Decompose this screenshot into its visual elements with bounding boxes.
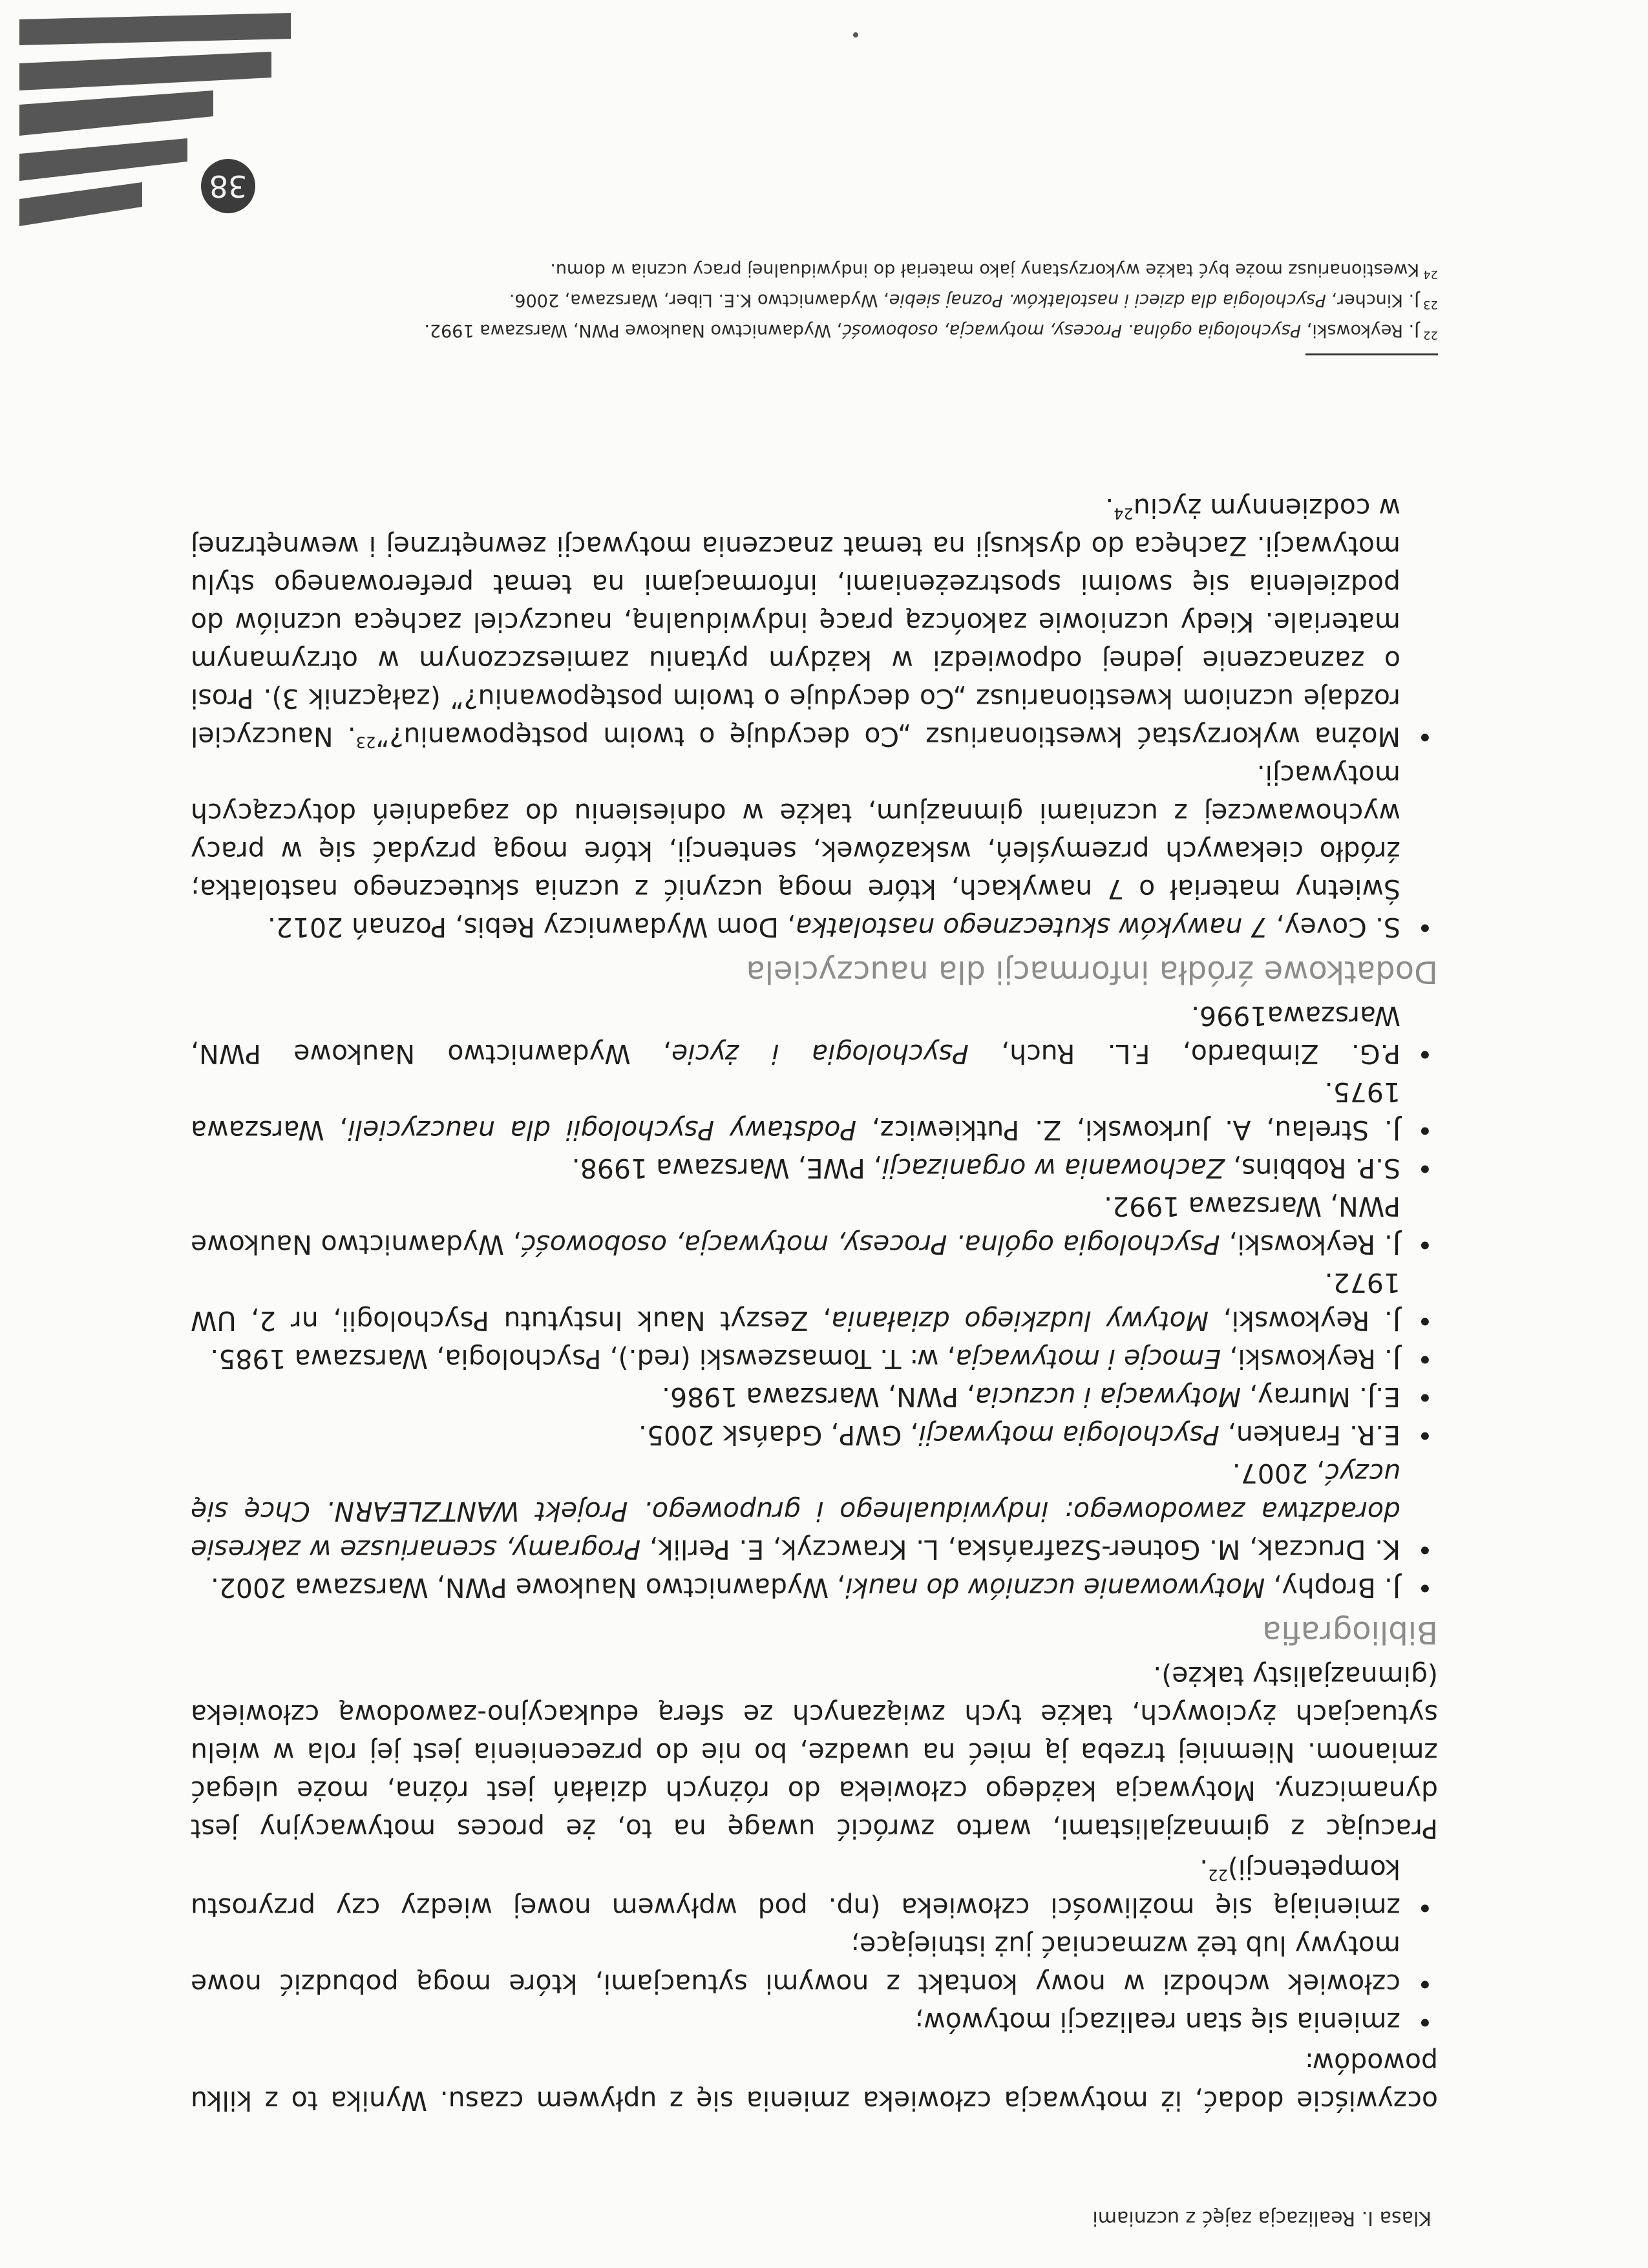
source-title: 7 nawyków skutecznego nastolatka [796,912,1268,943]
bib-publisher: , Zeszyt Nauk Instytutu Psychologii, nr 2, UW 1972. [191,1267,1400,1336]
footnote-number: 23 [1423,298,1438,311]
bib-publisher: , Wydawnictwo Naukowe PWN, Warszawa1996. [191,1000,1400,1069]
footnote-ref: 23 [355,733,376,751]
bib-publisher: , GWP, Gdańsk 2005. [638,1420,919,1451]
reasons-list [191,1850,1438,2041]
bib-title: Programy, scenariusze w zakresie doradztwa zawodowego: indywidualnego i grupowego. Projekt WANTZLEARN. Chcę się uczyć [191,1458,1400,1565]
bibliography-heading: Bibliografia [1262,1614,1438,1650]
bib-author: E.R. Franken, [1219,1420,1400,1451]
bib-author: J. Reykowski, [1209,1305,1400,1336]
bib-title: Motywy ludzkiego działania [831,1305,1209,1336]
decorative-stripes [0,0,291,233]
footnote-text: Kwestionariusz może być także wykorzystany jako materiał do indywidualnej pracy ucznia w domu. [550,260,1420,280]
source-description: Świetny materiał o 7 nawykach, które mogą uczynić z ucznia skutecznego nastolatka; źródło ciekawych przemyśleń, wskazówek, sentencji, które mogą przydać się w pracy wychowawczej z uczniami gimnazjum, także w odniesieniu do zagadnień dotyczących motywacji. [191,759,1400,905]
footnote-text: , Wydawnictwo Naukowe PWN, Warszawa 1992. [424,320,843,341]
bib-author: P.G. Zimbardo, F.L. Ruch, [968,1038,1400,1069]
stripe [19,138,187,181]
bib-title: Motywowanie uczniów do nauki [845,1572,1265,1603]
bibliography-item [191,996,1438,1073]
bibliography-item [191,1263,1438,1339]
footnote-title: Psychologia ogólna. Procesy, motywacja, osobowość [842,320,1302,341]
bibliography-list [191,996,1438,1606]
activity-text: . Nauczyciel rozdaje uczniom kwestionariusz „Co decyduje o twoim postępowaniu?” (załącznik 3). Prosi o zaznaczenie jednej odpowiedzi w każdym pytaniu zamieszczonym w otrzymanym materiale. Kiedy uczniowie zakończą pracę indywidualną, nauczyciel zachęca uczniów do podzielenia się swoimi spostrzeżeniami, informacjami na temat preferowanego stylu motywacji. Zachęca do dyskusji na temat znaczenia motywacji zewnętrznej i wewnętrznej w codziennym życiu [191,492,1400,752]
footnote-rule [1305,353,1438,355]
footnote-text: , Wydawnictwo K.E. Liber, Warszawa, 2006. [509,290,889,310]
bib-publisher: , 2007. [1232,1458,1326,1489]
bib-author: S.P. Robbins, [1224,1153,1400,1184]
bib-publisher: , PWN, Warszawa 1986. [661,1381,976,1412]
footnote-ref: 22 [1208,1865,1228,1884]
bib-title: Motywacja i uczucia [975,1381,1241,1412]
bib-title: Psychologia ogólna. Procesy, motywacja, osobowość [521,1229,1220,1260]
bibliography-item [191,1568,1438,1606]
reason-item: • zmienia się stan realizacji motywów; [191,2002,1438,2041]
activity-text: Można wykorzystać kwestionariusz „Co decyduję o twoim postępowaniu?” [375,721,1400,752]
scan-dot [853,32,858,37]
main-text [191,488,1438,2119]
stripe [19,13,291,45]
bibliography-item [191,1073,1438,1149]
footnote [191,257,1438,287]
bib-author: J. Reykowski, [1221,1343,1400,1374]
reason-item: • zmieniają się możliwości człowieka (np. pod wpływem nowej wiedzy czy przyrostu kompetencji)$^{22}$. [191,1850,1438,1926]
source-publisher: , Dom Wydawniczy Rebis, Poznań 2012. [267,912,796,943]
bib-title: Podstawy Psychologii dla nauczycieli [348,1115,857,1146]
bibliography-item [191,1454,1438,1568]
bib-author: J. Strelau, A. Jurkowski, Z. Putkiewicz, [856,1115,1400,1146]
footnote [191,287,1438,317]
bib-title: Emocje i motywacja [955,1343,1221,1374]
source-author: S. Covey, [1267,912,1400,943]
footnotes [191,257,1438,348]
intro-paragraph: oczywiście dodać, iż motywacja człowieka zmienia się z upływem czasu. Wynika to z kilku powodów: [191,2047,1438,2116]
bibliography-item [191,1149,1438,1187]
bib-title: Psychologia motywacji [918,1420,1220,1451]
bibliography-item [191,1187,1438,1263]
stripe [19,90,213,136]
bibliography-item [191,1416,1438,1454]
activity-item: • Można wykorzystać kwestionariusz „Co decyduję o twoim postępowaniu?”$^{23}$. Nauczyciel rozdaje uczniom kwestionariusz „Co decyduje o twoim postępowaniu?” (załącznik 3). Prosi o zaznaczenie jednej odpowiedzi w każdym pytaniu zamieszczonym w otrzymanym materiale. Kiedy uczniowie zakończą pracę indywidualną, nauczyciel zachęca uczniów do podzielenia się swoimi spostrzeżeniami, informacjami na temat preferowanego stylu motywacji. Zachęca do dyskusji na temat znaczenia motywacji zewnętrznej i wewnętrznej w codziennym życiu$^{24}$. [191,488,1438,755]
stripe [19,182,142,226]
bib-publisher: , Wydawnictwo Naukowe PWN, Warszawa 2002. [210,1572,846,1603]
running-head: Klasa I. Realizacja zajęć z uczniami [1092,2207,1431,2229]
page-number-badge: 38 [201,159,255,213]
bibliography-item [191,1339,1438,1378]
bibliography-item [191,1378,1438,1416]
footnote-number: 24 [1423,268,1438,281]
footnote-number: 22 [1423,328,1438,342]
source-item [191,755,1438,946]
bib-publisher: , PWE, Warszawa 1998. [571,1153,882,1184]
footnote [191,317,1438,348]
bib-publisher: , w: T. Tomaszewski (red.), Psychologia, Warszawa 1985. [210,1343,956,1374]
footnote-text: J. Kincher, [1326,290,1420,310]
footnote-ref: 24 [1114,504,1134,523]
reason-text: zmieniają się możliwości człowieka (np. pod wpływem nowej wiedzy czy przyrostu kompetencji) [191,1854,1400,1923]
sources-list [191,488,1438,946]
reason-item: • człowiek wchodzi w nowy kontakt z nowymi sytuacjami, które mogą pobudzić nowe motywy lub też wzmacniać już istniejące; [191,1926,1438,2002]
bib-title: Psychologia i życie [671,1038,969,1069]
bib-publisher: , Warszawa 1975. [191,1076,1400,1146]
bib-author: J. Reykowski, [1220,1229,1400,1260]
footnote-text: J. Reykowski, [1301,320,1420,341]
footnote-title: Psychologia dla dzieci i nastolatków. Poznaj siebie [889,290,1326,310]
bib-title: Zachowania w organizacji [882,1153,1225,1184]
bib-publisher: , Wydawnictwo Naukowe PWN, Warszawa 1992. [191,1191,1400,1260]
sources-heading: Dodatkowe źródła informacji dla nauczyciela [746,954,1438,990]
stripe [19,52,271,90]
bib-author: J. Brophy, [1265,1572,1400,1603]
bib-author: K. Druczak, M. Gotner-Szafrańska, L. Krawczyk, E. Perlik, [640,1534,1400,1565]
bib-author: E.J. Murray, [1241,1381,1400,1412]
summary-paragraph: Pracując z gimnazjalistami, warto zwrócić uwagę na to, że proces motywacyjny jest dynamiczny. Motywacja każdego człowieka do różnych działań jest różna, może ulegać zmianom. Niemniej trzeba ją mieć na uwadze, bo nie do przecenienia jest jej rola w wielu sytuacjach życiowych, także tych związanych ze sferą edukacyjno-zawodową człowieka (gimnazjalisty także). [191,1661,1438,1844]
